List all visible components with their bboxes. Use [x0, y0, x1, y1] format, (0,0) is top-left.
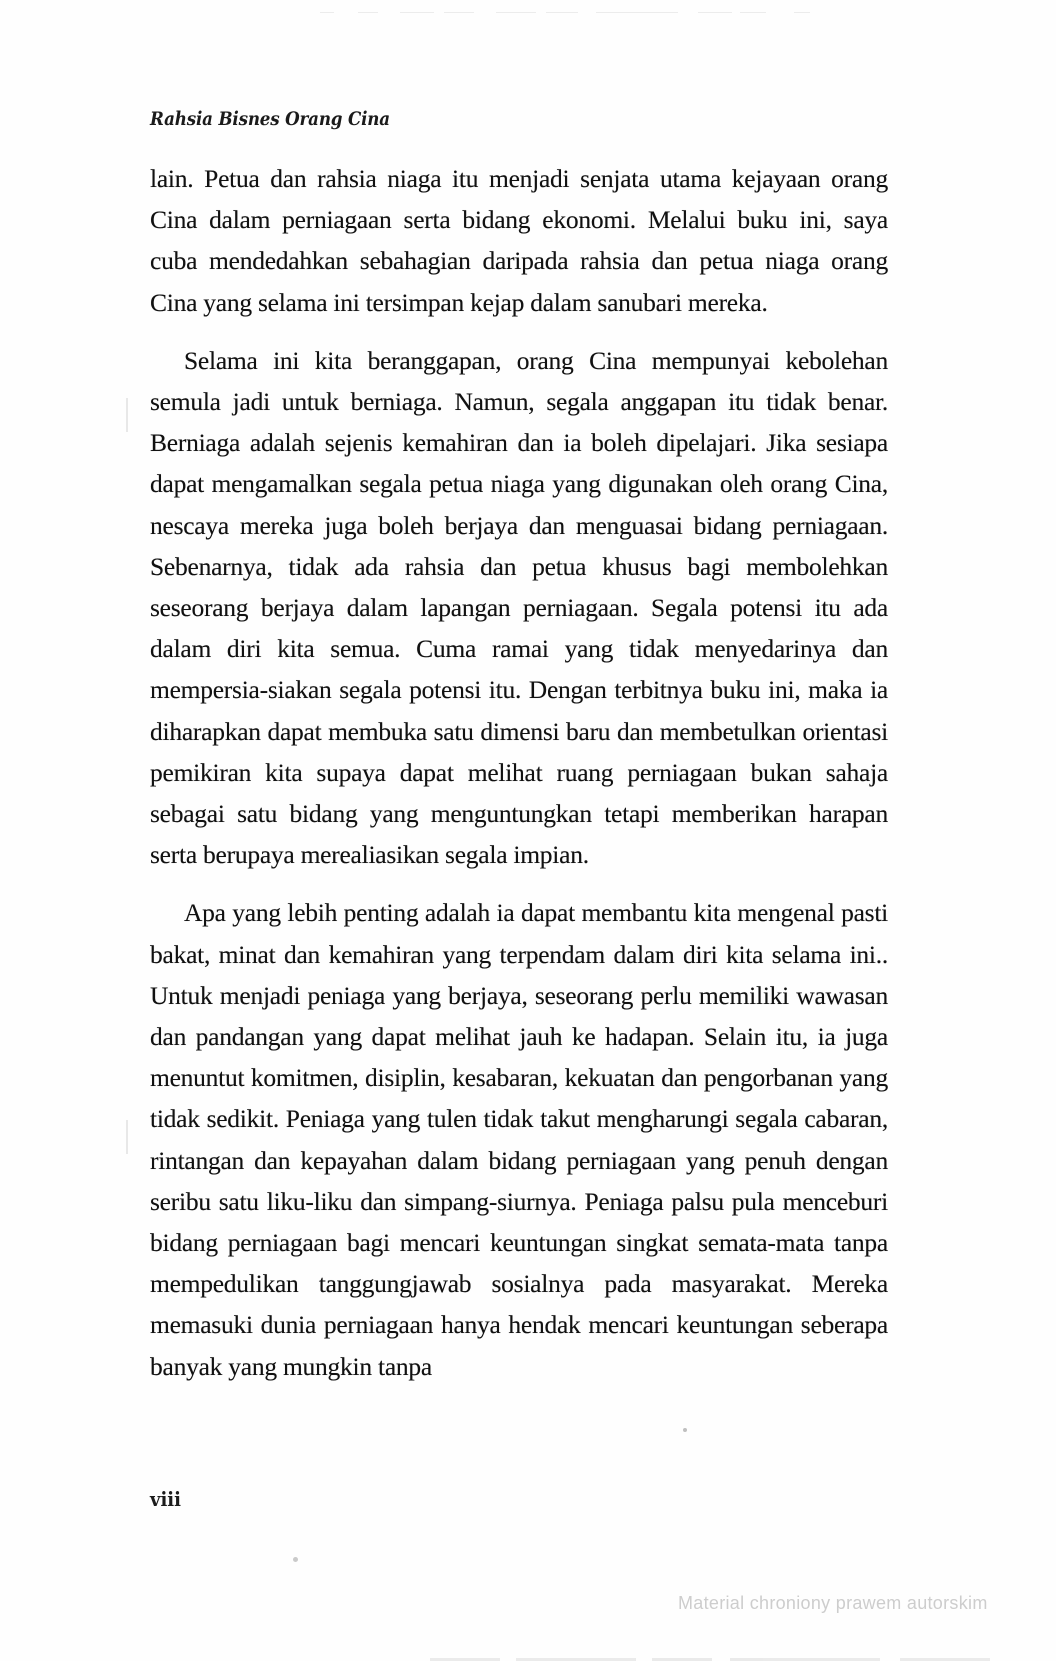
page-edge-mark	[126, 398, 128, 432]
paragraph-2: Selama ini kita beranggapan, orang Cina mempunyai kebolehan semula jadi untuk berniaga. Namun, segala anggapan itu tidak benar. Berniaga adalah sejenis kemahiran dan ia boleh dipelajari. Jika sesiapa dapat mengamalkan segala petua niaga yang digunakan oleh orang Cina, nescaya mereka juga boleh berjaya dan menguasai bidang perniagaan. Sebenarnya, tidak ada rahsia dan petua khusus bagi membolehkan seseorang berjaya dalam lapangan perniagaan. Segala potensi itu ada dalam diri kita semua. Cuma ramai yang tidak menyedarinya dan mempersia-siakan segala potensi itu. Dengan terbitnya buku ini, maka ia diharapkan dapat membuka satu dimensi baru dan membetulkan orientasi pemikiran kita supaya dapat melihat ruang perniagaan bukan sahaja sebagai satu bidang yang menguntungkan tetapi memberikan harapan serta berupaya merealiasikan segala impian.	[150, 345, 888, 870]
page-number: viii	[150, 1487, 181, 1511]
running-head: Rahsia Bisnes Orang Cina	[150, 108, 390, 130]
scan-edge-artifact-bottom	[430, 1653, 1030, 1661]
scan-speck	[293, 1557, 298, 1562]
paragraph-3: Apa yang lebih penting adalah ia dapat membantu kita mengenal pasti bakat, minat dan kemahiran yang terpendam dalam diri kita selama ini.. Untuk menjadi peniaga yang berjaya, seseorang perlu memiliki wawasan dan pandangan yang dapat melihat jauh ke hadapan. Selain itu, ia juga menuntut komitmen, disiplin, kesabaran, kekuatan dan pengorbanan yang tidak sedikit. Peniaga yang tulen tidak takut mengharungi segala cabaran, rintangan dan kepayahan dalam bidang perniagaan yang penuh dengan seribu satu liku-liku dan simpang-siurnya. Peniaga palsu pula menceburi bidang perniagaan bagi mencari keuntungan singkat semata-mata tanpa mempedulikan tanggungjawab sosialnya pada masyarakat. Mereka memasuki dunia perniagaan hanya hendak mencari keuntungan seberapa banyak yang mungkin tanpa	[150, 898, 888, 1381]
page-edge-mark	[126, 1120, 128, 1154]
scan-speck	[683, 1428, 687, 1432]
copyright-watermark: Material chroniony prawem autorskim	[678, 1593, 988, 1613]
body-text-column	[150, 158, 888, 1404]
scan-edge-artifact-top	[320, 10, 780, 16]
paragraph-1: lain. Petua dan rahsia niaga itu menjadi senjata utama kejayaan orang Cina dalam perniagaan serta bidang ekonomi. Melalui buku ini, saya cuba mendedahkan sebahagian daripada rahsia dan petua niaga orang Cina yang selama ini tersimpan kejap dalam sanubari mereka.	[150, 164, 888, 317]
